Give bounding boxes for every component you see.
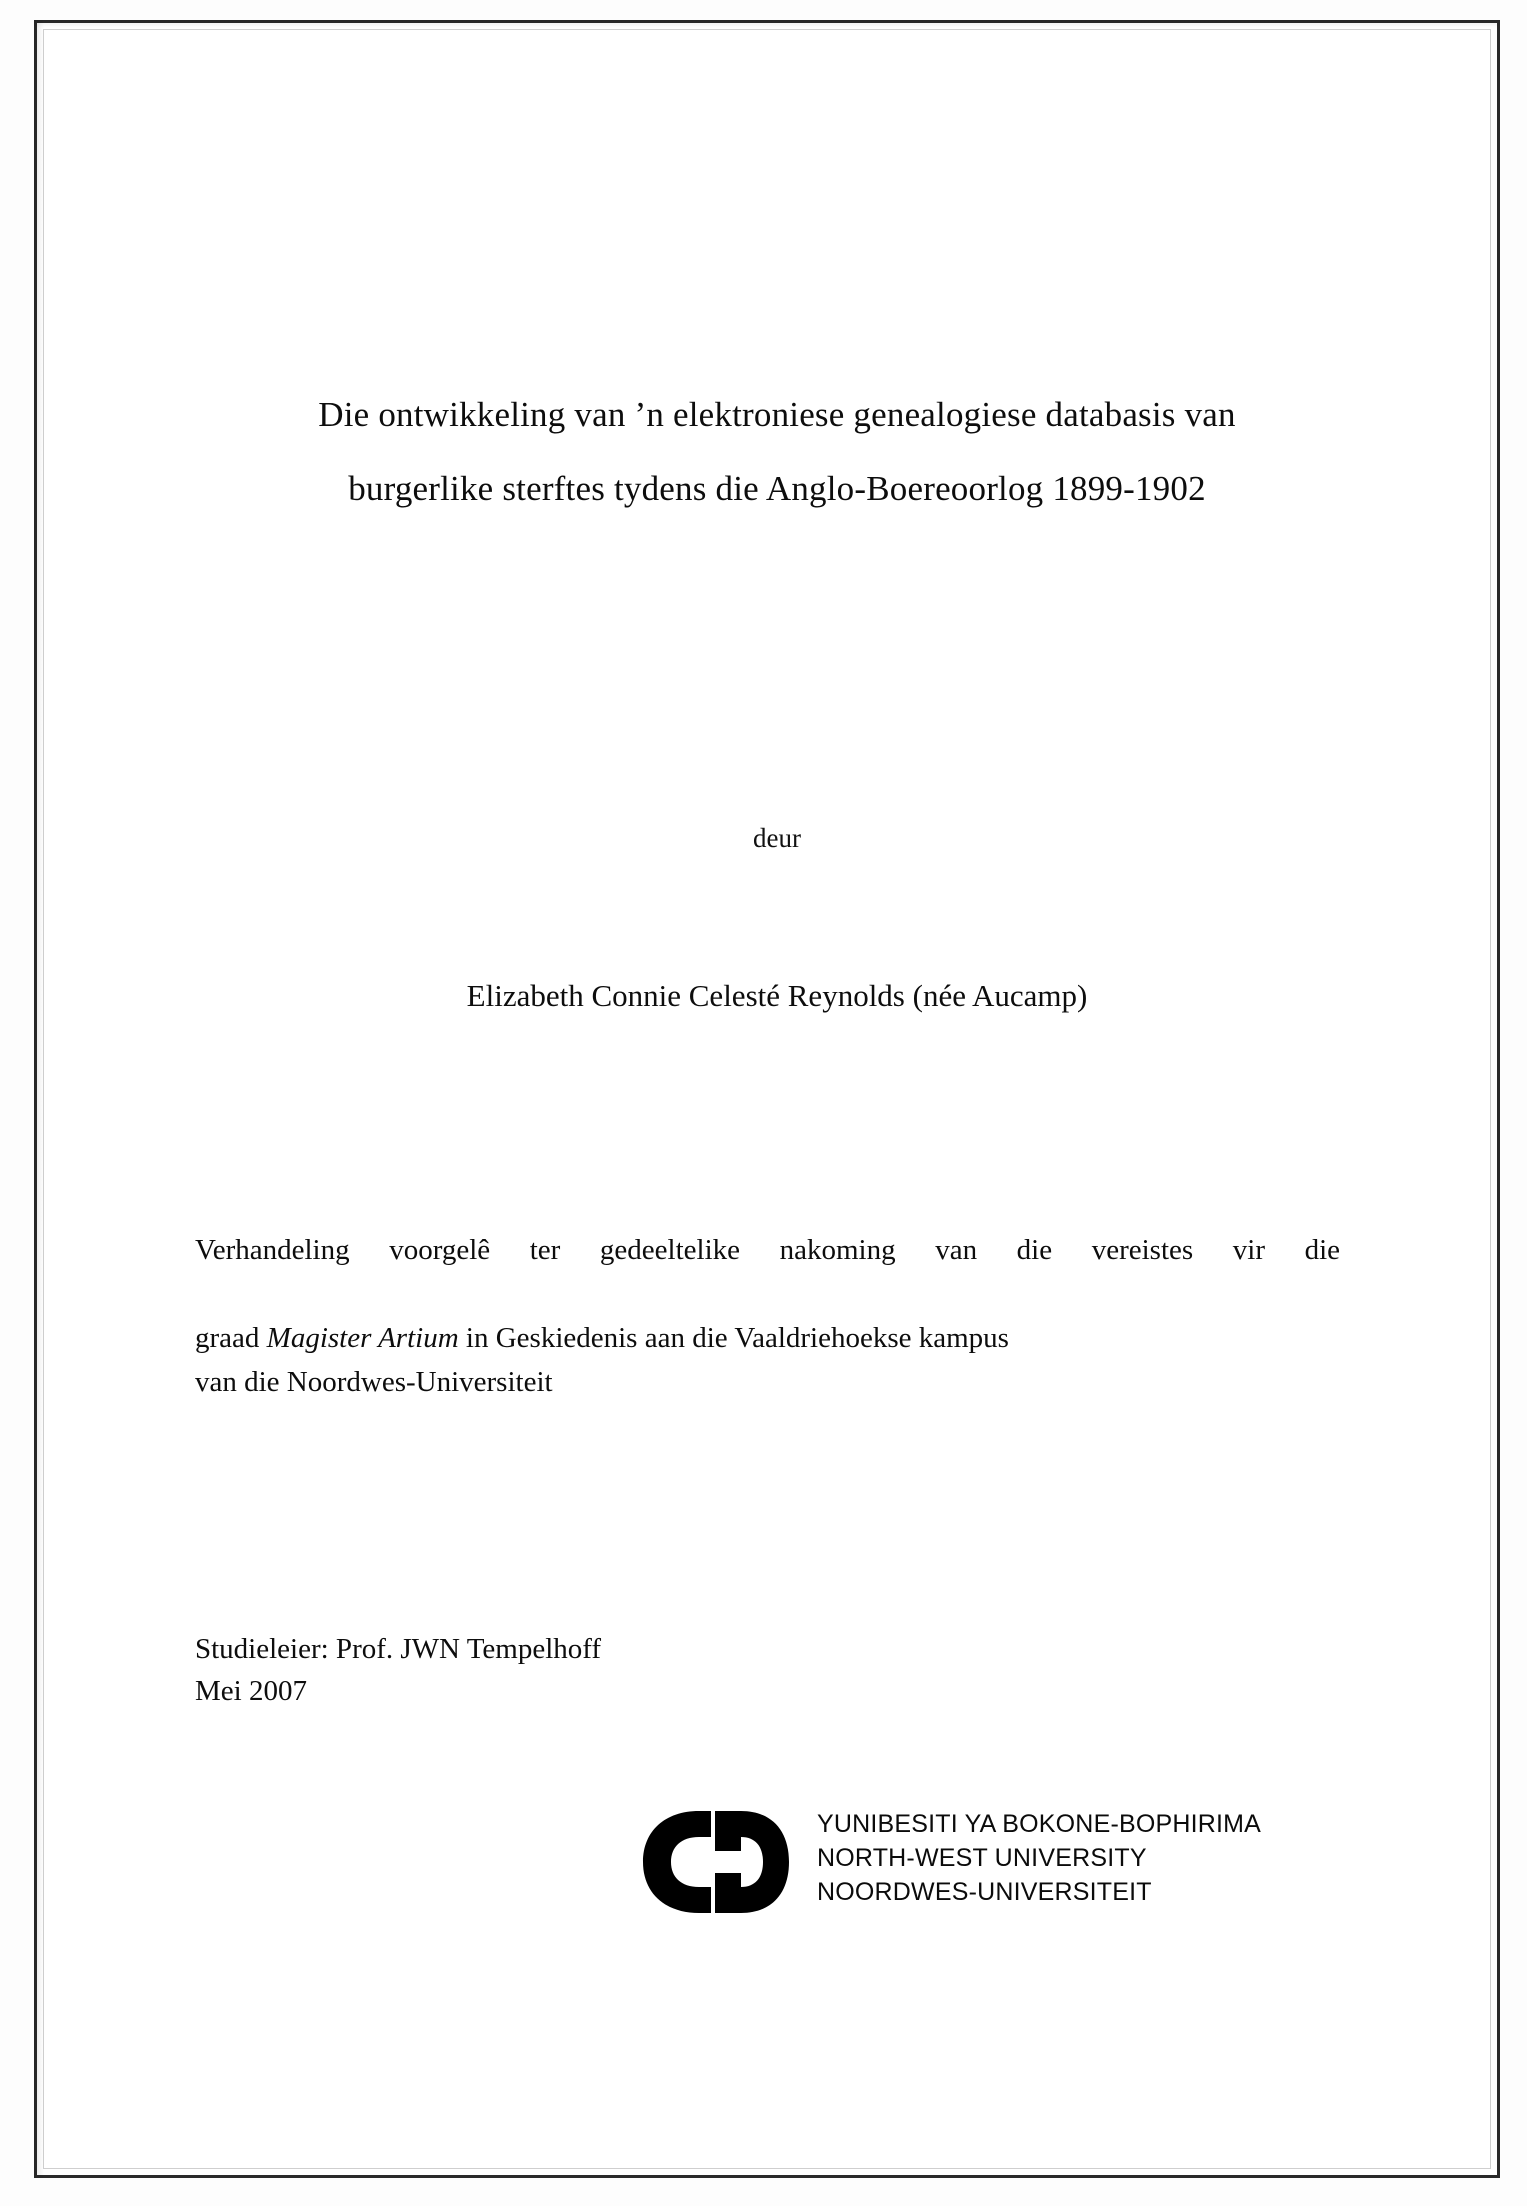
north-west-university-logo-icon [637, 1807, 797, 1917]
title-line-1: Die ontwikkeling van ’n elektroniese genealogiese databasis van [318, 395, 1236, 434]
page-border [34, 20, 1500, 2178]
supervisor-line: Studieleier: Prof. JWN Tempelhoff [195, 1633, 602, 1665]
logo-text-line-2: NORTH-WEST UNIVERSITY [817, 1844, 1147, 1872]
title-line-2: burgerlike sterftes tydens die Anglo-Boereoorlog 1899-1902 [348, 469, 1206, 508]
university-logo-text [817, 1807, 1261, 1909]
submission-date: Mei 2007 [195, 1675, 307, 1707]
page-content [187, 23, 1367, 2175]
university-logo-block [517, 1803, 1317, 1943]
thesis-title [187, 378, 1367, 526]
logo-text-line-3: NOORDWES-UNIVERSITEIT [817, 1878, 1152, 1906]
author-name: Elizabeth Connie Celesté Reynolds (née Aucamp) [466, 978, 1088, 1013]
scan-edge-shadow-left [34, 20, 44, 2178]
degree-statement [195, 1228, 1340, 1404]
degree-statement-line-1: Verhandeling voorgelê ter gedeeltelike nakoming van die vereistes vir die [195, 1234, 1340, 1266]
degree-name: Magister Artium [266, 1322, 459, 1354]
supervisor-block [195, 1628, 1195, 1712]
degree-statement-line-2-pre: graad [195, 1322, 267, 1354]
degree-statement-line-2 [195, 1316, 1340, 1360]
by-label: deur [753, 823, 801, 853]
scan-edge-shadow-top [34, 20, 1500, 28]
logo-text-line-1: YUNIBESITI YA BOKONE-BOPHIRIMA [817, 1810, 1262, 1838]
degree-statement-line-3: van die Noordwes-Universiteit [195, 1366, 553, 1398]
degree-statement-line-2-post: in Geskiedenis aan die Vaaldriehoekse kampus [458, 1322, 1009, 1354]
